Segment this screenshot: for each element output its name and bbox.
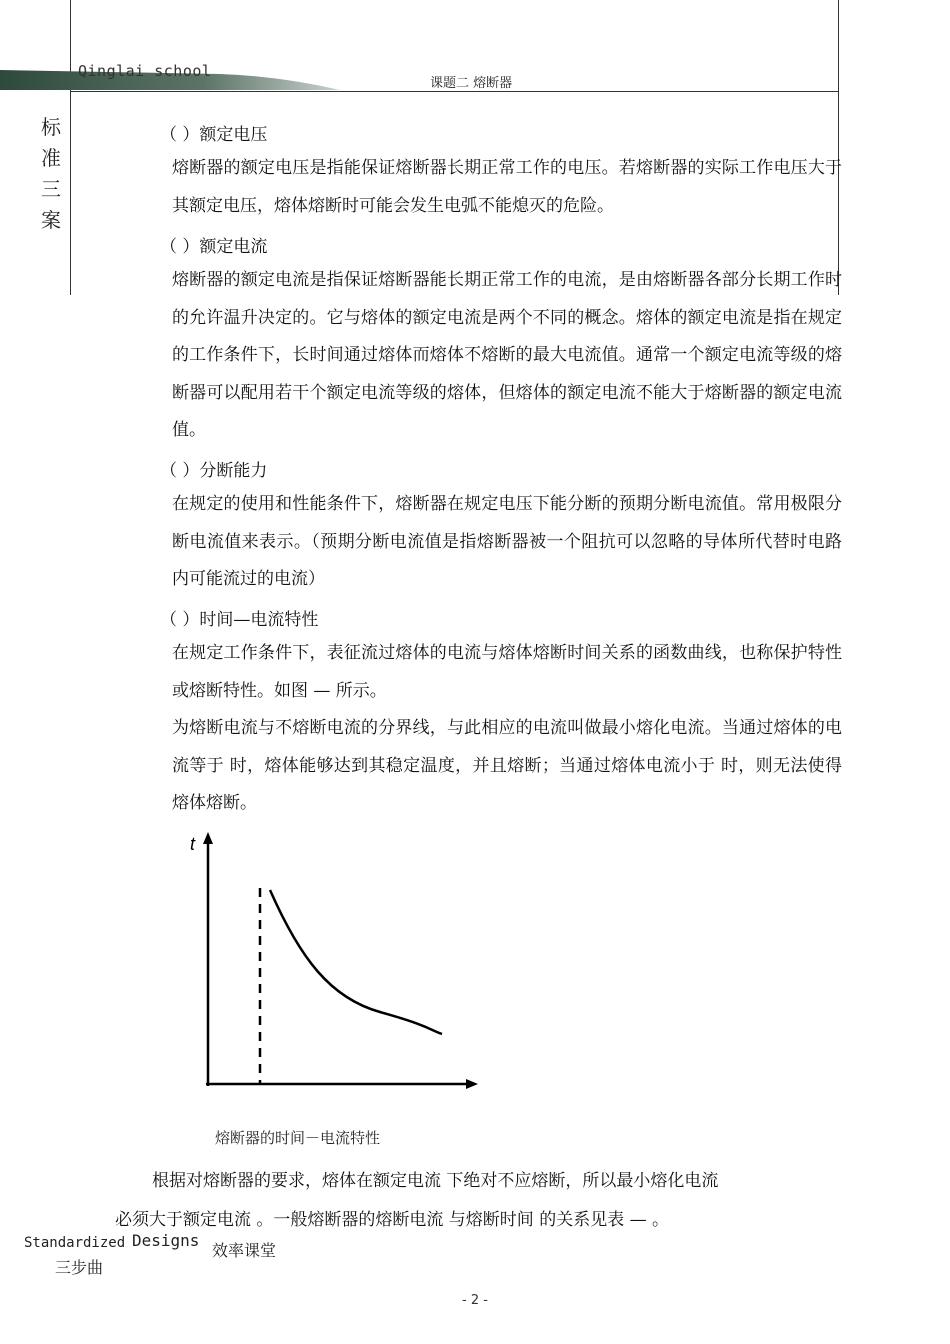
sidebar-char: 三 — [41, 177, 61, 201]
header-left-rule — [70, 0, 71, 295]
sidebar-label — [38, 112, 64, 236]
footer-designs: Designs — [132, 1231, 200, 1250]
y-axis-label: t — [190, 834, 196, 854]
topic-title: 课题二 熔断器 — [430, 76, 513, 91]
footer-efficient-class: 效率课堂 — [212, 1241, 277, 1260]
section-text-rated-voltage: 熔断器的额定电压是指能保证熔断器长期正常工作的电压。若熔断器的实际工作电压大于其额定电压，熔体熔断时可能会发生电弧不能熄灭的危险。 — [172, 158, 842, 216]
footer-standardized: Standardized — [24, 1235, 126, 1251]
section-heading-breaking-capacity: （ ）分断能力 — [160, 461, 268, 481]
time-current-figure — [180, 828, 490, 1098]
header-right-rule — [838, 0, 839, 295]
section-heading-rated-current: （ ）额定电流 — [160, 237, 268, 257]
paragraph-boundary-current: 为熔断电流与不熔断电流的分界线，与此相应的电流叫做最小熔化电流。当通过熔体的电流等于 时，熔体能够达到其稳定温度，并且熔断；当通过熔体电流小于 时，则无法使得熔体熔断。 — [172, 718, 842, 813]
school-name: Qinglai school — [78, 62, 212, 80]
section-text-rated-current: 熔断器的额定电流是指保证熔断器能长期正常工作的电流，是由熔断器各部分长期工作时的允许温升决定的。它与熔体的额定电流是两个不同的概念。熔体的额定电流是指在规定的工作条件下，长时间通过熔体而熔体不熔断的最大电流值。通常一个额定电流等级的熔断器可以配用若干个额定电流等级的熔体，但熔体的额定电流不能大于熔断器的额定电流值。 — [172, 270, 842, 440]
section-text-time-current: 在规定工作条件下，表征流过熔体的电流与熔体熔断时间关系的函数曲线，也称保护特性或熔断特性。如图 — 所示。 — [172, 643, 842, 701]
section-text-breaking-capacity: 在规定的使用和性能条件下，熔断器在规定电压下能分断的预期分断电流值。常用极限分断电流值来表示。（预期分断电流值是指熔断器被一个阻抗可以忽略的导体所代替时电路内可能流过的电流） — [172, 494, 842, 589]
figure-caption: 熔断器的时间－电流特性 — [215, 1129, 381, 1147]
section-heading-rated-voltage: （ ）额定电压 — [160, 125, 268, 145]
x-axis-arrow — [466, 1079, 478, 1089]
sidebar-char: 标 — [41, 115, 61, 139]
page-number: - 2 - — [462, 1293, 488, 1308]
bottom-line-1: 根据对熔断器的要求，熔体在额定电流 下绝对不应熔断，所以最小熔化电流 — [152, 1171, 719, 1191]
sidebar-char: 准 — [41, 146, 61, 170]
footer-trilogy: 三步曲 — [55, 1258, 104, 1277]
bottom-line-2: 必须大于额定电流 。一般熔断器的熔断电流 与熔断时间 的关系见表 — 。 — [115, 1210, 670, 1230]
section-heading-time-current: （ ）时间—电流特性 — [160, 610, 319, 630]
y-axis-arrow — [203, 832, 213, 844]
sidebar-char: 案 — [41, 208, 61, 232]
time-current-curve — [270, 890, 442, 1034]
